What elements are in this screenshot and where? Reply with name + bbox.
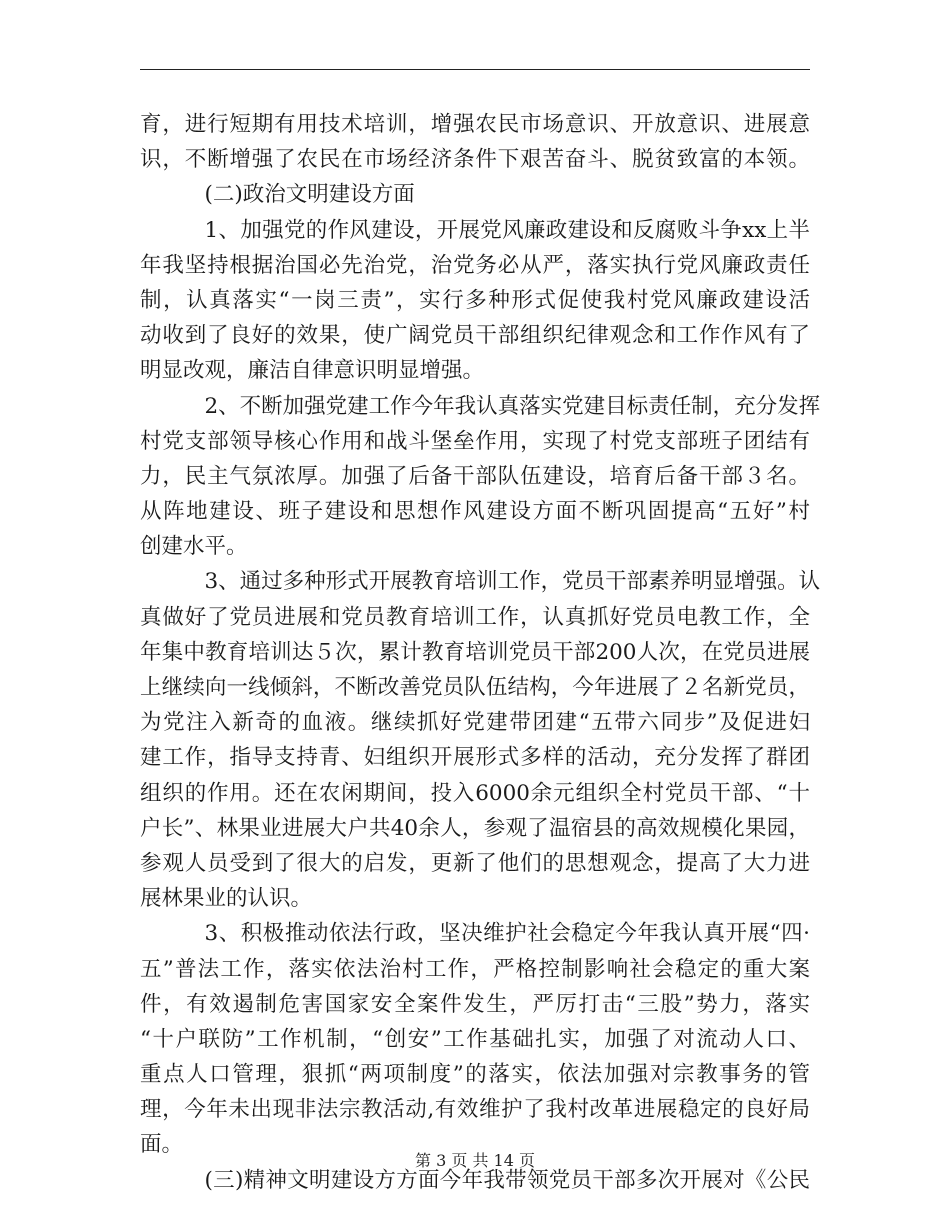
text-line: 为党注入新奇的血液。继续抓好党建带团建“五带六同步”及促进妇 [140, 710, 810, 736]
text-line: 力，民主气氛浓厚。加强了后备干部队伍建设，培育后备干部３名。 [140, 463, 810, 489]
text-line: 3、积极推动依法行政，坚决维护社会稳定今年我认真开展“四· [204, 921, 810, 947]
text-line: 1、加强党的作风建设，开展党风廉政建设和反腐败斗争xx上半 [204, 217, 810, 243]
text-line: 组织的作用。还在农闲期间，投入6000余元组织全村党员干部、“十 [140, 780, 810, 806]
text-line: 户长”、林果业进展大户共40余人，参观了温宿县的高效规模化果园， [140, 815, 810, 841]
text-line: 村党支部领导核心作用和战斗堡垒作用，实现了村党支部班子团结有 [140, 428, 810, 454]
text-line: 年我坚持根据治国必先治党，治党务必从严，落实执行党风廉政责任 [140, 252, 810, 278]
text-line: 建工作，指导支持青、妇组织开展形式多样的活动，充分发挥了群团 [140, 745, 810, 771]
text-line: 育，进行短期有用技术培训，增强农民市场意识、开放意识、进展意 [140, 112, 810, 137]
text-line: 参观人员受到了很大的启发，更新了他们的思想观念，提高了大力进 [140, 850, 810, 876]
text-line: (二)政治文明建设方面 [204, 182, 415, 208]
text-line: 理，今年未出现非法宗教活动,有效维护了我村改革进展稳定的良好局 [140, 1097, 810, 1123]
text-line: “十户联防”工作机制，“创安”工作基础扎实，加强了对流动人口、 [140, 1026, 810, 1052]
text-line: 3、通过多种形式开展教育培训工作，党员干部素养明显增强。认 [204, 569, 821, 595]
text-line: 2、不断加强党建工作今年我认真落实党建目标责任制，充分发挥 [204, 393, 821, 419]
page-footer: 第 3 页 共 14 页 [415, 1151, 535, 1170]
text-line: 制，认真落实“一岗三责”，实行多种形式促使我村党风廉政建设活 [140, 287, 810, 313]
text-line: 真做好了党员进展和党员教育培训工作，认真抓好党员电教工作，全 [140, 604, 810, 630]
text-line: 展林果业的认识。 [140, 886, 313, 912]
text-line: (三)精神文明建设方方面今年我带领党员干部多次开展对《公民 [204, 1167, 810, 1193]
document-body [140, 107, 821, 1198]
header-rule [140, 69, 810, 70]
text-line: 重点人口管理，狠抓“两项制度”的落实，依法加强对宗教事务的管 [140, 1062, 810, 1088]
text-line: 五”普法工作，落实依法治村工作，严格控制影响社会稳定的重大案 [140, 956, 810, 982]
text-line: 创建水平。 [140, 534, 248, 560]
text-line: 明显改观，廉洁自律意识明显增强。 [140, 358, 485, 384]
text-line: 从阵地建设、班子建设和思想作风建设方面不断巩固提高“五好”村 [140, 499, 810, 525]
text-line: 件，有效遏制危害国家安全案件发生，严厉打击“三股”势力，落实 [140, 991, 810, 1017]
text-line: 年集中教育培训达５次，累计教育培训党员干部200人次，在党员进展 [140, 639, 810, 665]
text-line: 识，不断增强了农民在市场经济条件下艰苦奋斗、脱贫致富的本领。 [140, 147, 810, 173]
text-line: 动收到了良好的效果，使广阔党员干部组织纪律观念和工作作风有了 [140, 323, 810, 349]
text-line: 上继续向一线倾斜，不断改善党员队伍结构，今年进展了２名新党员， [140, 675, 810, 700]
text-line: 面。 [140, 1132, 184, 1158]
